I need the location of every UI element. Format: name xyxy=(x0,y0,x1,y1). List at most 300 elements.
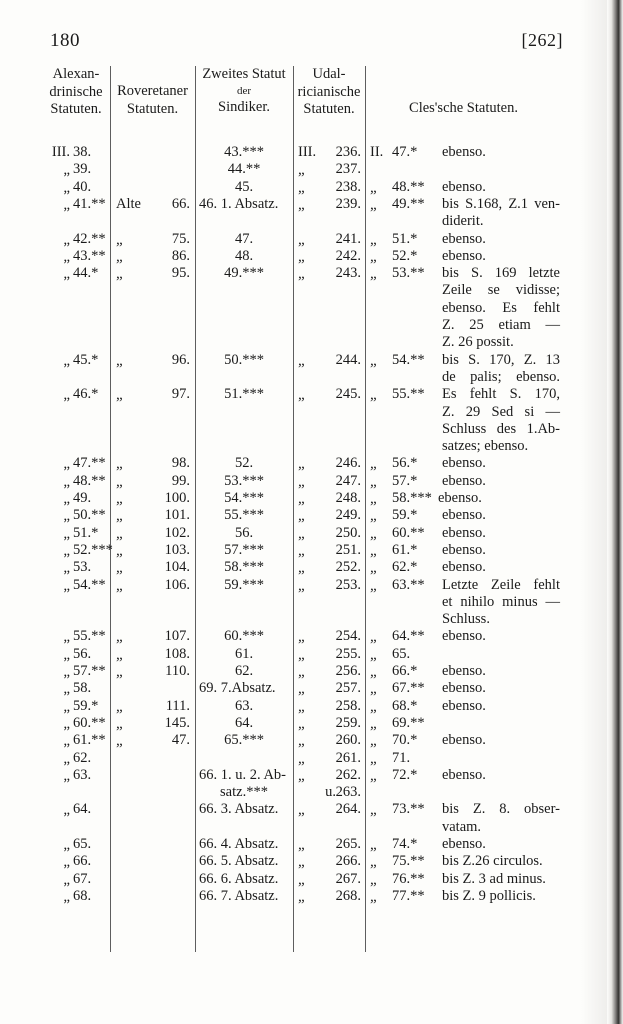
cell-col5-note: Z. 25 etiam — xyxy=(442,317,560,333)
cell-col2-number: 104. xyxy=(164,559,190,576)
header-line: drinische xyxy=(49,83,103,100)
ditto-mark-col2: „ xyxy=(116,387,123,404)
ditto-mark-col2: „ xyxy=(116,231,123,248)
cell-col5-prefix: II. xyxy=(370,144,384,160)
cell-col5-note: ebenso. xyxy=(442,178,486,195)
cell-col4-number: 244. xyxy=(335,351,361,368)
cell-col3-entry: 56. xyxy=(234,524,254,541)
cell-col5-note: ebenso. xyxy=(442,663,486,679)
cell-col5-note: Schluss. xyxy=(442,611,490,628)
table-row xyxy=(42,490,562,507)
cell-col2-number: 145. xyxy=(164,714,190,731)
cell-col5-number: 74.* xyxy=(392,836,418,852)
cell-col5-note: et nihilo minus — xyxy=(442,593,560,610)
cell-col3-entry: 43.*** xyxy=(224,144,264,160)
cell-col1-number: 50.** xyxy=(73,507,106,524)
ditto-mark-col1: „ xyxy=(63,508,70,525)
ditto-mark-col4: „ xyxy=(298,664,305,680)
cell-col5-note: ebenso. xyxy=(442,628,486,645)
cell-col5-number: 52.* xyxy=(392,247,418,264)
table-row xyxy=(42,265,562,282)
ditto-mark-col5: „ xyxy=(370,871,377,888)
cell-col5-note: bis Z. 9 pollicis. xyxy=(442,887,536,904)
ditto-mark-col4: „ xyxy=(298,542,305,559)
ditto-mark-col2: „ xyxy=(116,646,123,663)
ditto-mark-col4: „ xyxy=(298,179,305,196)
ditto-mark-col1: „ xyxy=(63,196,70,213)
table-row xyxy=(42,819,562,836)
ditto-mark-col1: „ xyxy=(63,750,70,767)
ditto-mark-col1: „ xyxy=(63,767,70,784)
scan-binding-edge xyxy=(607,0,623,1024)
cell-col1-number: 65. xyxy=(73,836,92,852)
cell-col4-number: 243. xyxy=(335,265,361,282)
cell-col5-note: Letzte Zeile fehlt xyxy=(442,576,560,593)
table-row xyxy=(42,213,562,230)
cell-col3-entry: 65.*** xyxy=(224,732,264,749)
ditto-mark-col4: „ xyxy=(298,508,305,525)
ditto-mark-col5: „ xyxy=(370,248,377,265)
ditto-mark-col4: „ xyxy=(298,352,305,369)
cell-col1-number: 51.* xyxy=(73,524,99,541)
cell-col5-note: ebenso. xyxy=(442,230,486,247)
table-row xyxy=(42,248,562,265)
cell-col1-number: 38. xyxy=(73,144,92,160)
cell-col1-number: 60.** xyxy=(73,714,106,731)
cell-col3-entry: 54.*** xyxy=(224,490,264,506)
ditto-mark-col1: „ xyxy=(63,871,70,888)
cell-col4-number: 257. xyxy=(335,680,361,697)
ditto-mark-col5: „ xyxy=(370,681,377,698)
ditto-mark-col1: „ xyxy=(63,560,70,577)
ditto-mark-col1: „ xyxy=(63,802,70,819)
cell-col1-number: 67. xyxy=(73,870,92,887)
cell-col4-number: 247. xyxy=(335,472,361,489)
cell-col2-number: 101. xyxy=(164,507,190,524)
ditto-mark-col5: „ xyxy=(370,456,377,473)
cell-col1-number: 64. xyxy=(73,801,92,818)
cell-col5-note: bis S. 169 letzte xyxy=(442,265,560,282)
cell-col4-number: 237. xyxy=(335,161,361,178)
cell-col5-note: ebenso. xyxy=(442,524,486,541)
ditto-mark-col1: „ xyxy=(63,248,70,265)
table-row xyxy=(42,369,562,386)
cell-col5-note: ebenso. xyxy=(438,490,482,506)
header-line: Statuten. xyxy=(303,101,355,117)
cell-col2-number: 111. xyxy=(165,697,190,714)
cell-col3-entry: 55.*** xyxy=(224,507,264,524)
ditto-mark-col1: „ xyxy=(63,681,70,698)
cell-col3-entry: 50.*** xyxy=(224,351,264,368)
cell-col1-number: 63. xyxy=(73,766,92,783)
ditto-mark-col4: „ xyxy=(298,231,305,248)
ditto-mark-col1: „ xyxy=(63,525,70,542)
cell-col5-note: Z. 29 Sed si — xyxy=(442,403,560,420)
column-header-clessche xyxy=(365,100,562,118)
table-row xyxy=(42,836,562,853)
ditto-mark-col1: „ xyxy=(63,179,70,196)
table-row xyxy=(42,594,562,611)
cell-col5-note: bis Z. 8. obser- xyxy=(442,801,560,818)
ditto-mark-col1: „ xyxy=(63,888,70,905)
cell-col3-entry: 63. xyxy=(234,697,254,714)
cell-col5-note: ebenso. xyxy=(442,541,486,558)
ditto-mark-col2: „ xyxy=(116,473,123,490)
ditto-mark-col5: „ xyxy=(370,508,377,525)
ditto-mark-col1: „ xyxy=(63,387,70,404)
ditto-mark-col5: „ xyxy=(370,525,377,542)
ditto-mark-col1: „ xyxy=(63,698,70,715)
table-row xyxy=(42,559,562,576)
cell-col5-note: vatam. xyxy=(442,818,482,835)
cell-col3-entry: 46. 1. Absatz. xyxy=(199,195,279,212)
cell-col1-number: 61.** xyxy=(73,732,106,749)
cell-col4-number: 266. xyxy=(335,853,361,870)
cell-col1-number: 48.** xyxy=(73,472,106,489)
cell-col4-number: 239. xyxy=(335,195,361,212)
cell-col1-number: 58. xyxy=(73,680,92,697)
ditto-mark-col5: „ xyxy=(370,491,377,507)
cell-col5-number: 68.* xyxy=(392,697,418,714)
cell-col3-entry: 66. 3. Absatz. xyxy=(199,801,279,818)
cell-col1-number: 54.** xyxy=(73,576,106,593)
cell-col1-number: 62. xyxy=(73,749,92,766)
ditto-mark-col1: „ xyxy=(63,629,70,646)
cell-col2-prefix: Alte xyxy=(116,195,141,212)
ditto-mark-col1: „ xyxy=(63,715,70,732)
cell-col1-number: 53. xyxy=(73,559,92,576)
ditto-mark-col4: „ xyxy=(298,491,305,507)
ditto-mark-col4: „ xyxy=(298,577,305,594)
ditto-mark-col4: „ xyxy=(298,629,305,646)
cell-col3-entry: 66. 5. Absatz. xyxy=(199,853,279,870)
ditto-mark-col2: „ xyxy=(116,698,123,715)
cell-col1-number: 55.** xyxy=(73,628,106,645)
ditto-mark-col5: „ xyxy=(370,767,377,784)
cell-col1-number: 42.** xyxy=(73,230,106,247)
table-row xyxy=(42,404,562,421)
table-row xyxy=(42,871,562,888)
cell-col1-number: 44.* xyxy=(73,265,99,282)
ditto-mark-col5: „ xyxy=(370,473,377,490)
cell-col5-number: 58.*** xyxy=(392,490,432,506)
ditto-mark-col5: „ xyxy=(370,387,377,404)
ditto-mark-col2: „ xyxy=(116,577,123,594)
ditto-mark-col5: „ xyxy=(370,715,377,732)
ditto-mark-col5: „ xyxy=(370,750,377,767)
cell-col4-number: 263. xyxy=(335,784,361,801)
cell-col3-entry: 57.*** xyxy=(224,541,264,558)
cell-col1-number: 41.** xyxy=(73,195,106,212)
ditto-mark-col1: „ xyxy=(63,352,70,369)
cell-col2-number: 86. xyxy=(171,247,190,264)
ditto-mark-col2: „ xyxy=(116,733,123,750)
table-row xyxy=(42,715,562,732)
ditto-mark-col1: „ xyxy=(63,266,70,283)
table-row xyxy=(42,542,562,559)
cell-col5-number: 63.** xyxy=(392,576,425,593)
cell-col2-number: 100. xyxy=(164,490,190,506)
cell-col2-number: 99. xyxy=(171,472,190,489)
table-row xyxy=(42,801,562,818)
ditto-mark-col2: „ xyxy=(116,664,123,680)
cell-col4-number: 245. xyxy=(335,386,361,403)
cell-col5-note: ebenso. xyxy=(442,680,486,697)
ditto-mark-col5: „ xyxy=(370,352,377,369)
ditto-mark-col1: „ xyxy=(63,664,70,680)
ditto-mark-col1: „ xyxy=(63,162,70,179)
cell-col3-entry: 58.*** xyxy=(224,559,264,576)
cell-col5-number: 70.* xyxy=(392,732,418,749)
concordance-table xyxy=(42,66,562,952)
ditto-mark-col4: „ xyxy=(298,767,305,784)
ditto-mark-col1: „ xyxy=(63,854,70,871)
ditto-mark-col1: „ xyxy=(63,491,70,507)
header-line: Alexan- xyxy=(52,66,100,82)
ditto-mark-col2: „ xyxy=(116,715,123,732)
cell-col4-number: 268. xyxy=(335,887,361,904)
ditto-mark-col5: „ xyxy=(370,664,377,680)
cell-col4-number: 252. xyxy=(335,559,361,576)
ditto-mark-col5: „ xyxy=(370,888,377,905)
cell-col5-number: 57.* xyxy=(392,472,418,489)
ditto-mark-col2: „ xyxy=(116,560,123,577)
table-row xyxy=(42,421,562,438)
ditto-mark-col4: „ xyxy=(298,698,305,715)
ditto-mark-col4: „ xyxy=(298,266,305,283)
page-number: 180 xyxy=(50,30,80,51)
table-row xyxy=(42,525,562,542)
cell-col5-note: ebenso. xyxy=(442,507,486,524)
cell-col5-number: 75.** xyxy=(392,853,425,870)
header-line: ricianische xyxy=(297,83,361,100)
cell-col3-entry: satz.*** xyxy=(220,784,268,801)
header-line: Statuten. xyxy=(126,100,179,117)
cell-col4-number: 238. xyxy=(335,178,361,195)
cell-col3-entry: 49.*** xyxy=(224,265,264,282)
cell-col3-entry: 66. 1. u. 2. Ab- xyxy=(199,766,286,783)
cell-col1-number: 66. xyxy=(73,853,92,870)
cell-col5-number: 47.* xyxy=(392,144,418,160)
table-row xyxy=(42,231,562,248)
header-line: Cles'sche Statuten. xyxy=(409,100,518,116)
cell-col3-entry: 52. xyxy=(234,455,254,472)
ditto-mark-col1: „ xyxy=(63,473,70,490)
cell-col5-number: 62.* xyxy=(392,559,418,576)
ditto-mark-col4: „ xyxy=(298,646,305,663)
cell-col5-note: ebenso. xyxy=(442,144,486,160)
cell-col2-number: 96. xyxy=(171,351,190,368)
cell-col5-note: ebenso. xyxy=(442,836,486,852)
ditto-mark-col4: „ xyxy=(298,560,305,577)
cell-col5-note: bis S. 170, Z. 13 xyxy=(442,351,560,368)
header-line: Udal- xyxy=(312,66,346,82)
ditto-mark-col5: „ xyxy=(370,542,377,559)
ditto-mark-col1: „ xyxy=(63,837,70,853)
cell-col3-entry: 59.*** xyxy=(224,576,264,593)
table-row xyxy=(42,750,562,767)
cell-col3-entry: 44.** xyxy=(227,161,261,178)
cell-col1-number: 56. xyxy=(73,645,92,662)
ditto-mark-col5: „ xyxy=(370,266,377,283)
cell-col4-number: 253. xyxy=(335,576,361,593)
cell-col5-note: diderit. xyxy=(442,213,484,230)
ditto-mark-col1: „ xyxy=(63,577,70,594)
header-line: Sindiker. xyxy=(218,98,270,115)
ditto-mark-col5: „ xyxy=(370,560,377,577)
table-row xyxy=(42,161,562,178)
column-header-alexandrinische xyxy=(42,66,110,119)
cell-col5-number: 64.** xyxy=(392,628,425,645)
cell-col4-number: 267. xyxy=(335,870,361,887)
cell-col4-number: 242. xyxy=(335,247,361,264)
cell-col2-number: 95. xyxy=(171,265,190,282)
cell-col1-number: 59.* xyxy=(73,697,99,714)
cell-col1-number: 46.* xyxy=(73,386,99,403)
cell-col5-number: 69.** xyxy=(392,714,425,731)
column-header-sindiker xyxy=(195,66,293,116)
ditto-mark-col4: „ xyxy=(298,837,305,853)
ditto-mark-col2: „ xyxy=(116,542,123,559)
cell-col2-number: 106. xyxy=(164,576,190,593)
cell-col5-number: 71. xyxy=(392,749,411,766)
cell-col5-number: 77.** xyxy=(392,887,425,904)
cell-col2-number: 103. xyxy=(164,541,190,558)
ditto-mark-col2: „ xyxy=(116,508,123,525)
ditto-mark-col2: „ xyxy=(116,266,123,283)
cell-col4-number: 236. xyxy=(335,144,361,160)
ditto-mark-col2: „ xyxy=(116,456,123,473)
table-row xyxy=(42,663,562,680)
ditto-mark-col5: „ xyxy=(370,629,377,646)
ditto-mark-col5: „ xyxy=(370,646,377,663)
ditto-mark-col2: „ xyxy=(116,491,123,507)
cell-col3-entry: 64. xyxy=(234,714,254,731)
cell-col4-number: 254. xyxy=(335,628,361,645)
cell-col1-number: 57.** xyxy=(73,663,106,679)
ditto-mark-col5: „ xyxy=(370,733,377,750)
cell-col5-number: 61.* xyxy=(392,541,418,558)
table-row xyxy=(42,473,562,490)
cell-col5-note: bis Z. 3 ad minus. xyxy=(442,870,546,887)
table-row xyxy=(42,680,562,697)
cell-col2-number: 110. xyxy=(165,663,190,679)
ditto-mark-col4: „ xyxy=(298,750,305,767)
table-row xyxy=(42,144,562,161)
cell-col2-number: 66. xyxy=(171,195,190,212)
cell-col5-number: 72.* xyxy=(392,766,418,783)
cell-col5-number: 53.** xyxy=(392,265,425,282)
cell-col5-number: 60.** xyxy=(392,524,425,541)
header-line: der xyxy=(236,84,252,97)
cell-col4-number: 241. xyxy=(335,230,361,247)
cell-col3-entry: 66. 7. Absatz. xyxy=(199,887,279,904)
cell-col4-prefix: u. xyxy=(325,784,336,801)
table-row xyxy=(42,352,562,369)
cell-col4-number: 248. xyxy=(335,490,361,506)
cell-col3-entry: 48. xyxy=(234,247,254,264)
cell-col5-number: 59.* xyxy=(392,507,418,524)
header-line: Statuten. xyxy=(50,101,102,117)
table-row xyxy=(42,732,562,749)
ditto-mark-col4: „ xyxy=(298,681,305,698)
ditto-mark-col2: „ xyxy=(116,248,123,265)
table-row xyxy=(42,438,562,455)
table-header-row xyxy=(42,66,562,138)
ditto-mark-col5: „ xyxy=(370,837,377,853)
cell-col5-note: ebenso. Es fehlt xyxy=(442,299,560,316)
ditto-mark-col4: „ xyxy=(298,733,305,750)
cell-col5-note: ebenso. xyxy=(442,247,486,264)
table-row xyxy=(42,577,562,594)
ditto-mark-col4: „ xyxy=(298,248,305,265)
cell-col3-entry: 47. xyxy=(234,230,254,247)
cell-col4-number: 260. xyxy=(335,732,361,749)
ditto-mark-col4: „ xyxy=(298,871,305,888)
table-row xyxy=(42,317,562,334)
ditto-mark-col5: „ xyxy=(370,854,377,871)
table-row xyxy=(42,455,562,472)
bracket-page-number: [262] xyxy=(521,30,563,50)
cell-col5-note: ebenso. xyxy=(442,455,486,472)
cell-col5-number: 73.** xyxy=(392,801,425,818)
ditto-mark-col4: „ xyxy=(298,802,305,819)
cell-col4-number: 246. xyxy=(335,455,361,472)
cell-col5-note: bis S.168, Z.1 ven- xyxy=(442,195,560,212)
ditto-mark-col4: „ xyxy=(298,456,305,473)
ditto-mark-col5: „ xyxy=(370,179,377,196)
ditto-mark-col4: „ xyxy=(298,715,305,732)
cell-col3-entry: 61. xyxy=(234,645,254,662)
cell-col2-number: 98. xyxy=(171,455,190,472)
cell-col5-note: Z. 26 possit. xyxy=(442,334,514,351)
cell-col5-number: 76.** xyxy=(392,870,425,887)
cell-col4-number: 249. xyxy=(335,507,361,524)
cell-col4-number: 264. xyxy=(335,801,361,818)
table-row xyxy=(42,386,562,403)
table-row xyxy=(42,611,562,628)
scan-edge-smudge xyxy=(581,0,607,1024)
cell-col5-note: ebenso. xyxy=(442,559,486,576)
cell-col5-note: bis Z.26 circulos. xyxy=(442,853,543,870)
cell-col4-number: 251. xyxy=(335,541,361,558)
cell-col5-note: de palis; ebenso. xyxy=(442,368,560,385)
ditto-mark-col1: „ xyxy=(63,231,70,248)
cell-col3-entry: 66. 4. Absatz. xyxy=(199,836,279,852)
cell-col4-number: 262. xyxy=(335,766,361,783)
cell-col5-number: 48.** xyxy=(392,178,425,195)
table-row xyxy=(42,507,562,524)
cell-col5-number: 67.** xyxy=(392,680,425,697)
table-row xyxy=(42,767,562,784)
cell-col3-entry: 51.*** xyxy=(224,386,264,403)
cell-col2-number: 47. xyxy=(171,732,190,749)
cell-col2-number: 107. xyxy=(164,628,190,645)
ditto-mark-col1: „ xyxy=(63,542,70,559)
cell-col5-note: ebenso. xyxy=(442,697,486,714)
table-row xyxy=(42,282,562,299)
column-header-udalricianische xyxy=(293,66,365,119)
ditto-mark-col1: „ xyxy=(63,456,70,473)
ditto-mark-col2: „ xyxy=(116,629,123,646)
header-line: Zweites Statut xyxy=(202,66,286,82)
cell-col5-note: Schluss des 1.Ab- xyxy=(442,420,560,437)
running-head xyxy=(50,30,563,52)
table-row xyxy=(42,888,562,905)
ditto-mark-col4: „ xyxy=(298,162,305,179)
ditto-mark-col2: „ xyxy=(116,525,123,542)
cell-col4-number: 265. xyxy=(335,836,361,852)
